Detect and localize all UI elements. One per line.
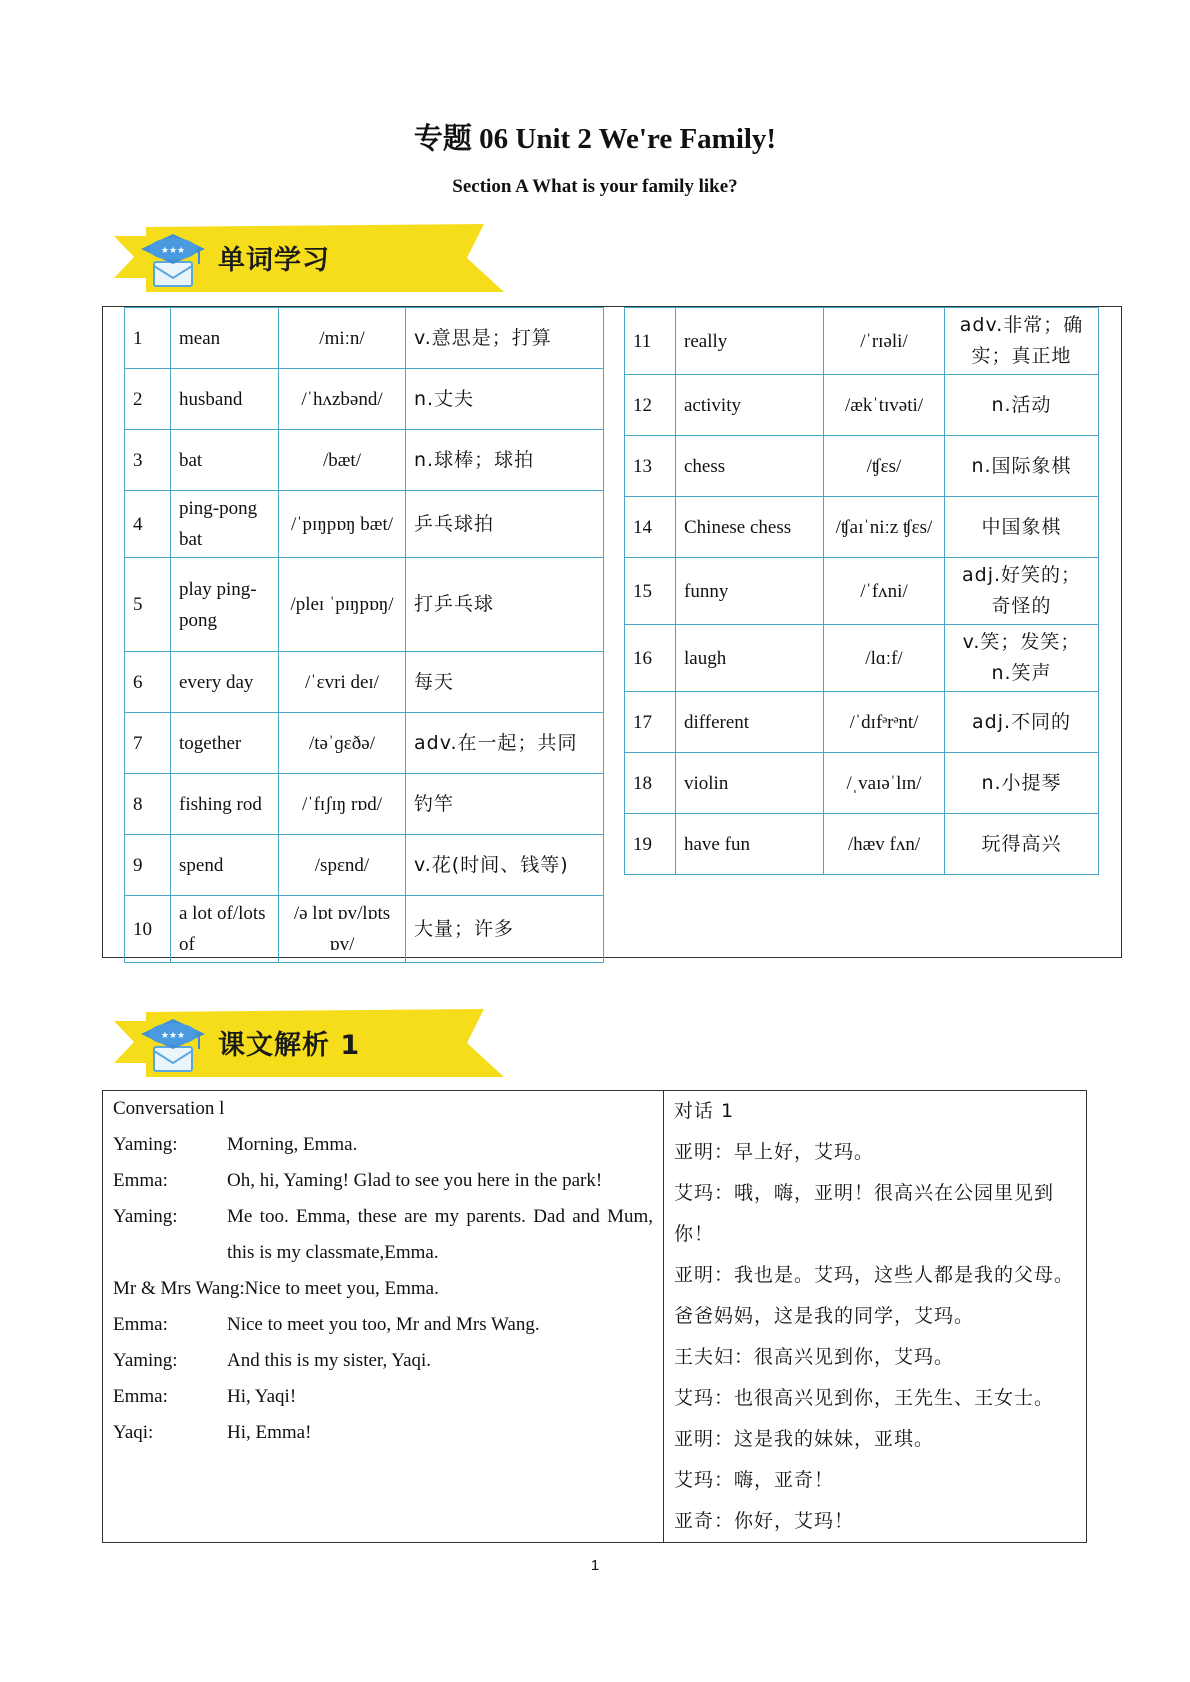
vocab-phonetic: /pleɪ ˈpɪŋpɒŋ/: [279, 558, 406, 652]
svg-text:★★★: ★★★: [160, 1031, 186, 1041]
conversation-english: [103, 1091, 664, 1543]
vocab-word: spend: [171, 835, 279, 896]
vocab-row: [625, 558, 1099, 625]
vocab-word: fishing rod: [171, 774, 279, 835]
translation-line: 艾玛：哦，嗨，亚明！很高兴在公园里见到你！: [674, 1182, 1055, 1245]
speaker: Emma:: [113, 1170, 168, 1191]
vocab-meaning: 乒乓球拍: [406, 491, 604, 558]
speaker: Yaming:: [113, 1134, 178, 1155]
vocab-row: [125, 308, 604, 369]
vocab-number: 1: [125, 308, 171, 369]
section-title-text-analysis: 课文解析 1: [218, 1030, 361, 1061]
speaker: Emma:: [113, 1314, 168, 1335]
vocab-phonetic: /spɛnd/: [279, 835, 406, 896]
dialogue-text: Nice to meet you too, Mr and Mrs Wang.: [227, 1314, 540, 1335]
vocab-word: mean: [171, 308, 279, 369]
vocab-row: [125, 558, 604, 652]
speaker: Yaming:: [113, 1350, 178, 1371]
vocab-number: 9: [125, 835, 171, 896]
speaker: Yaming:: [113, 1206, 178, 1227]
dialogue-line: [103, 1127, 663, 1163]
vocab-word: chess: [676, 436, 824, 497]
dialogue-text: Me too. Emma, these are my parents. Dad and Mum, this is my classmate,Emma.: [227, 1206, 653, 1263]
dialogue-line: [103, 1307, 663, 1343]
vocab-word: laugh: [676, 625, 824, 692]
vocab-phonetic: /təˈɡɛðə/: [279, 713, 406, 774]
translation-line: 亚明：我也是。艾玛，这些人都是我的父母。爸爸妈妈，这是我的同学，艾玛。: [674, 1264, 1075, 1327]
translation-title: 对话 1: [674, 1100, 735, 1122]
vocab-phonetic: /ˈɛvri deɪ/: [279, 652, 406, 713]
translation-line: 亚奇：你好，艾玛！: [674, 1510, 855, 1532]
vocab-table-right: [624, 307, 1099, 875]
vocab-row: [625, 497, 1099, 558]
vocab-word: a lot of/lots of: [171, 896, 279, 963]
dialogue-text: And this is my sister, Yaqi.: [227, 1350, 432, 1371]
vocab-row: [625, 308, 1099, 375]
vocab-number: 2: [125, 369, 171, 430]
page-title: 专题 06 Unit 2 We're Family!: [413, 123, 777, 155]
vocab-row: [125, 652, 604, 713]
vocab-number: 18: [625, 753, 676, 814]
vocab-meaning: v.意思是；打算: [406, 308, 604, 369]
vocab-number: 6: [125, 652, 171, 713]
dialogue-line: [103, 1415, 663, 1451]
dialogue-text: Oh, hi, Yaming! Glad to see you here in the park!: [227, 1170, 603, 1191]
vocab-row: [125, 713, 604, 774]
vocab-meaning: n.球棒；球拍: [406, 430, 604, 491]
vocab-number: 3: [125, 430, 171, 491]
vocab-word: violin: [676, 753, 824, 814]
vocab-phonetic: /ˈdɪfᵊrᵊnt/: [824, 692, 945, 753]
vocab-meaning: 大量；许多: [406, 896, 604, 963]
page-number: 1: [590, 1557, 600, 1574]
vocab-word: bat: [171, 430, 279, 491]
vocab-row: [625, 436, 1099, 497]
vocab-meaning: n.丈夫: [406, 369, 604, 430]
vocab-meaning: n.小提琴: [945, 753, 1099, 814]
dialogue-text: Hi, Emma!: [227, 1422, 312, 1443]
section-banner-vocabulary: [112, 222, 512, 294]
vocab-meaning: adv.非常；确实；真正地: [945, 308, 1099, 375]
vocab-phonetic: /ˈfɪʃɪŋ rɒd/: [279, 774, 406, 835]
vocab-phonetic: /ˈfʌni/: [824, 558, 945, 625]
vocab-row: [625, 753, 1099, 814]
vocab-number: 17: [625, 692, 676, 753]
vocab-meaning: 玩得高兴: [945, 814, 1099, 875]
dialogue-text: Nice to meet you, Emma.: [244, 1278, 439, 1299]
vocab-row: [125, 369, 604, 430]
vocab-phonetic: /ˈrɪəli/: [824, 308, 945, 375]
vocab-number: 15: [625, 558, 676, 625]
section-banner-text-analysis: [112, 1007, 512, 1079]
vocab-phonetic: /bæt/: [279, 430, 406, 491]
vocab-number: 13: [625, 436, 676, 497]
translation-line: 亚明：这是我的妹妹，亚琪。: [674, 1428, 935, 1450]
translation-line: 亚明：早上好，艾玛。: [674, 1141, 875, 1163]
vocab-number: 7: [125, 713, 171, 774]
vocab-number: 10: [125, 896, 171, 963]
vocab-word: funny: [676, 558, 824, 625]
vocab-phonetic: /ˈpɪŋpɒŋ bæt/: [279, 491, 406, 558]
vocab-meaning: n.活动: [945, 375, 1099, 436]
vocab-meaning: 打乒乓球: [406, 558, 604, 652]
vocab-word: activity: [676, 375, 824, 436]
translation-line: 艾玛：嗨，亚奇！: [674, 1469, 835, 1491]
vocab-phonetic: /ə lɒt ɒv/lɒts ɒv/: [279, 896, 406, 963]
translation-line: 王夫妇：很高兴见到你，艾玛。: [674, 1346, 955, 1368]
page-subtitle: Section A What is your family like?: [452, 176, 738, 197]
vocab-row: [625, 814, 1099, 875]
vocab-phonetic: /ækˈtɪvəti/: [824, 375, 945, 436]
dialogue-line: [103, 1379, 663, 1415]
vocab-meaning: n.国际象棋: [945, 436, 1099, 497]
vocab-phonetic: /lɑːf/: [824, 625, 945, 692]
vocab-number: 11: [625, 308, 676, 375]
vocab-row: [125, 430, 604, 491]
vocab-phonetic: /hæv fʌn/: [824, 814, 945, 875]
vocab-word: different: [676, 692, 824, 753]
vocab-row: [125, 774, 604, 835]
vocab-meaning: adv.在一起；共同: [406, 713, 604, 774]
vocab-row: [625, 692, 1099, 753]
speaker: Yaqi:: [113, 1422, 154, 1443]
vocab-phonetic: /ʧɛs/: [824, 436, 945, 497]
vocab-meaning: 每天: [406, 652, 604, 713]
vocab-word: play ping-pong: [171, 558, 279, 652]
dialogue-text: Hi, Yaqi!: [227, 1386, 297, 1407]
vocab-word: Chinese chess: [676, 497, 824, 558]
vocab-number: 4: [125, 491, 171, 558]
vocab-phonetic: /ʧaɪˈniːz ʧɛs/: [824, 497, 945, 558]
vocab-phonetic: /ˈhʌzbənd/: [279, 369, 406, 430]
vocab-word: really: [676, 308, 824, 375]
vocab-word: have fun: [676, 814, 824, 875]
vocab-phonetic: /miːn/: [279, 308, 406, 369]
vocab-meaning: 钓竿: [406, 774, 604, 835]
vocab-meaning: v.花(时间、钱等): [406, 835, 604, 896]
vocab-table-left: [124, 307, 604, 963]
vocab-number: 8: [125, 774, 171, 835]
dialogue-line: [103, 1343, 663, 1379]
svg-text:★★★: ★★★: [160, 246, 186, 256]
translation-line: 艾玛：也很高兴见到你，王先生、王女士。: [674, 1387, 1055, 1409]
vocab-row: [625, 375, 1099, 436]
vocab-number: 12: [625, 375, 676, 436]
dialogue-text: Morning, Emma.: [227, 1134, 358, 1155]
vocab-meaning: v.笑；发笑；n.笑声: [945, 625, 1099, 692]
vocab-meaning: adj.不同的: [945, 692, 1099, 753]
conversation-title: Conversation l: [113, 1098, 225, 1119]
speaker: Emma:: [113, 1386, 168, 1407]
vocab-word: ping-pong bat: [171, 491, 279, 558]
dialogue-line: [103, 1271, 663, 1307]
vocab-number: 19: [625, 814, 676, 875]
vocab-number: 16: [625, 625, 676, 692]
conversation-table: [102, 1090, 1087, 1543]
vocab-word: every day: [171, 652, 279, 713]
vocab-row: [125, 491, 604, 558]
vocab-number: 14: [625, 497, 676, 558]
section-title-vocabulary: 单词学习: [218, 245, 330, 276]
speaker: Mr & Mrs Wang:: [113, 1278, 245, 1299]
vocab-number: 5: [125, 558, 171, 652]
vocab-meaning: 中国象棋: [945, 497, 1099, 558]
vocab-phonetic: /ˌvaɪəˈlɪn/: [824, 753, 945, 814]
dialogue-line: [103, 1163, 663, 1199]
dialogue-line: [103, 1199, 663, 1271]
vocab-row: [125, 835, 604, 896]
vocab-row: [625, 625, 1099, 692]
vocab-word: husband: [171, 369, 279, 430]
vocab-row: [125, 896, 604, 963]
conversation-chinese: [664, 1091, 1087, 1543]
vocab-word: together: [171, 713, 279, 774]
vocab-meaning: adj.好笑的；奇怪的: [945, 558, 1099, 625]
